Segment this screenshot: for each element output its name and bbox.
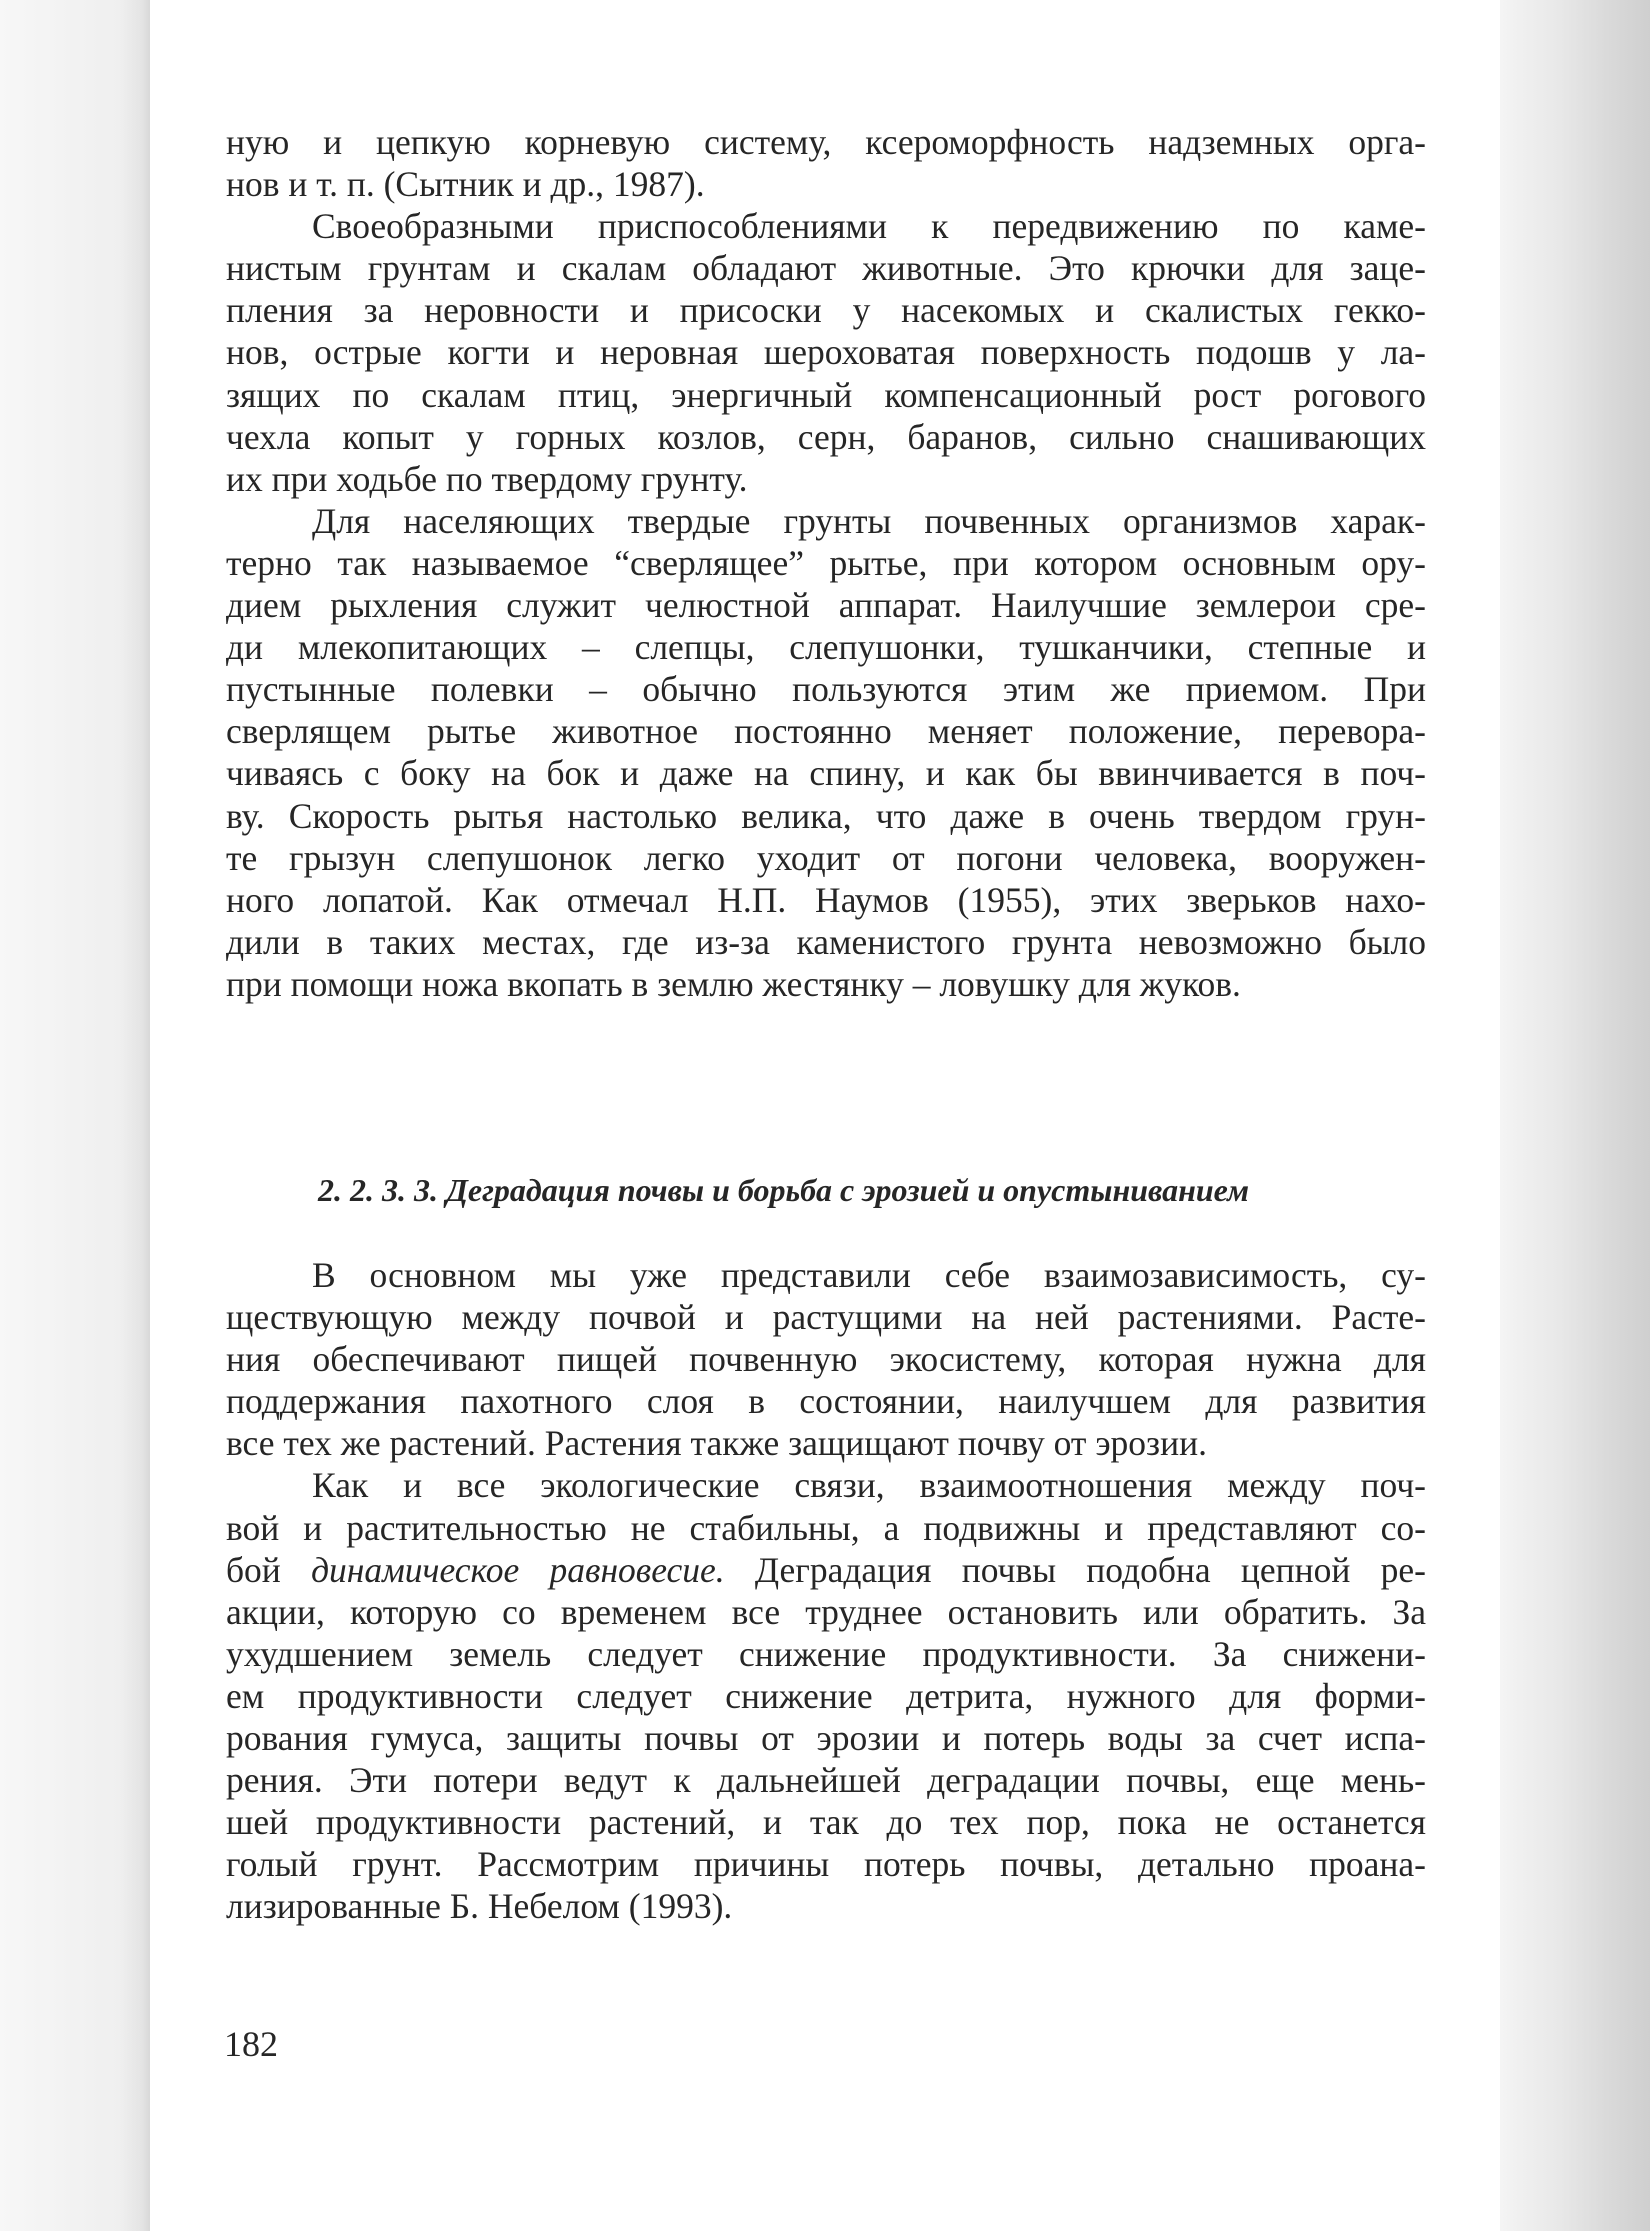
right-page-shadow bbox=[1500, 0, 1650, 2231]
body-text-top bbox=[226, 121, 1426, 1005]
text-line: терно так называемое “сверлящее” рытье, при котором основным ору- bbox=[226, 542, 1426, 583]
left-page-shadow bbox=[0, 0, 150, 2231]
text-line: голый грунт. Рассмотрим причины потерь почвы, детально проана- bbox=[226, 1844, 1426, 1885]
text-line: чиваясь с боку на бок и даже на спину, и как бы ввинчивается в поч- bbox=[226, 753, 1426, 794]
section-heading: 2. 2. 3. 3. Деградация почвы и борьба с эрозией и опустыниванием bbox=[318, 1172, 1249, 1208]
text-line: пления за неровности и присоски у насекомых и скалистых гекко- bbox=[226, 290, 1426, 331]
text-line: ди млекопитающих – слепцы, слепушонки, тушканчики, степные и bbox=[226, 627, 1426, 668]
text-line: шей продуктивности растений, и так до тех пор, пока не останется bbox=[226, 1802, 1426, 1843]
text-line: при помощи ножа вкопать в землю жестянку – ловушку для жуков. bbox=[226, 963, 1241, 1004]
text-fragment: бой bbox=[226, 1549, 312, 1590]
text-line: дили в таких местах, где из-за каменистого грунта невозможно было bbox=[226, 921, 1426, 962]
text-line: рения. Эти потери ведут к дальнейшей деградации почвы, еще мень- bbox=[226, 1760, 1426, 1801]
text-line: Как и все экологические связи, взаимоотношения между поч- bbox=[312, 1465, 1426, 1506]
text-line: пустынные полевки – обычно пользуются этим же приемом. При bbox=[226, 669, 1426, 710]
text-line: поддержания пахотного слоя в состоянии, наилучшем для развития bbox=[226, 1381, 1426, 1422]
italic-term: динамическое равновесие. bbox=[311, 1549, 725, 1590]
text-fragment: Деградация почвы подобна цепной ре- bbox=[724, 1549, 1426, 1590]
text-line: все тех же растений. Растения также защищают почву от эрозии. bbox=[226, 1423, 1207, 1464]
page-number: 182 bbox=[224, 2024, 278, 2064]
text-line: Своеобразными приспособлениями к передвижению по каме- bbox=[312, 206, 1426, 247]
text-line: В основном мы уже представили себе взаимозависимость, су- bbox=[312, 1255, 1426, 1295]
text-line-mixed bbox=[226, 1549, 1426, 1591]
text-line: ву. Скорость рытья настолько велика, что даже в очень твердом грун- bbox=[226, 795, 1426, 836]
text-line: сверлящем рытье животное постоянно меняет положение, перевора- bbox=[226, 711, 1426, 752]
text-line: дием рыхления служит челюстной аппарат. Наилучшие землерои сре- bbox=[226, 585, 1426, 626]
text-line: нистым грунтам и скалам обладают животные. Это крючки для заце- bbox=[226, 248, 1426, 289]
text-line: ем продуктивности следует снижение детрита, нужного для форми- bbox=[226, 1675, 1426, 1716]
text-line: чехла копыт у горных козлов, серн, баранов, сильно снашивающих bbox=[226, 416, 1426, 457]
text-line: рования гумуса, защиты почвы от эрозии и потерь воды за счет испа- bbox=[226, 1718, 1426, 1759]
text-line: Для населяющих твердые грунты почвенных организмов харак- bbox=[312, 500, 1426, 541]
text-line: те грызун слепушонок легко уходит от погони человека, вооружен- bbox=[226, 837, 1426, 878]
text-line: вой и растительностью не стабильны, а подвижны и представляют со- bbox=[226, 1507, 1426, 1548]
text-line: их при ходьбе по твердому грунту. bbox=[226, 458, 748, 499]
text-line: ществующую между почвой и растущими на ней растениями. Расте- bbox=[226, 1297, 1426, 1338]
text-line: ухудшением земель следует снижение продуктивности. За снижени- bbox=[226, 1633, 1426, 1674]
text-line: нов, острые когти и неровная шероховатая поверхность подошв у ла- bbox=[226, 332, 1426, 373]
body-text-bottom bbox=[226, 1254, 1426, 1928]
text-line: ного лопатой. Как отмечал Н.П. Наумов (1955), этих зверьков нахо- bbox=[226, 879, 1426, 920]
text-line: ную и цепкую корневую систему, ксероморфность надземных орга- bbox=[226, 122, 1426, 162]
text-line: зящих по скалам птиц, энергичный компенсационный рост рогового bbox=[226, 374, 1426, 415]
text-line: ния обеспечивают пищей почвенную экосистему, которая нужна для bbox=[226, 1339, 1426, 1380]
text-line: лизированные Б. Небелом (1993). bbox=[226, 1886, 733, 1927]
book-page bbox=[150, 0, 1500, 2231]
text-line: акции, которую со временем все труднее остановить или обратить. За bbox=[226, 1591, 1426, 1632]
text-line: нов и т. п. (Сытник и др., 1987). bbox=[226, 164, 705, 205]
